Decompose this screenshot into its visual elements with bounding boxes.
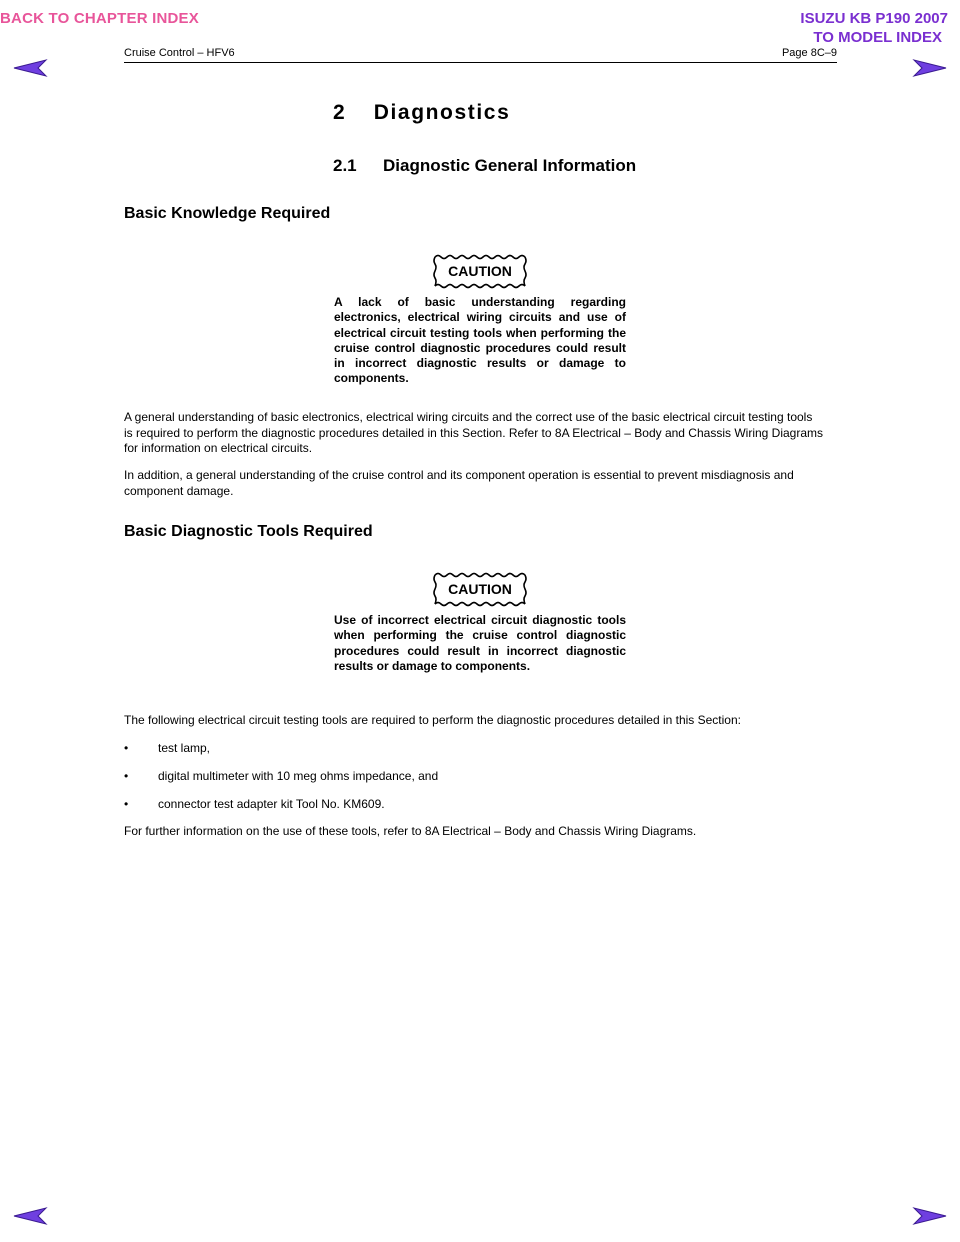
paragraph-tools-closing: For further information on the use of these tools, refer to 8A Electrical – Body and Chassis Wiring Diagrams. [124, 824, 697, 838]
caution-box-2 [432, 572, 528, 608]
paragraph-knowledge-1: A general understanding of basic electronics, electrical wiring circuits and the correct use of the basic electrical circuit testing tools is required to perform the diagnostic procedures detailed in this Section. Refer to 8A Electrical – Body and Chassis Wiring Diagrams for information on electrical circuits. [124, 410, 824, 455]
previous-page-arrow-icon[interactable] [12, 1206, 48, 1226]
caution-text-1: A lack of basic understanding regarding electronics, electrical wiring circuits and use of electrical circuit testing tools when performing the cruise control diagnostic procedures could result in incorrect diagnostic results or damage to components. [334, 295, 626, 386]
list-item-text: digital multimeter with 10 meg ohms impedance, and [158, 769, 439, 783]
caution-label: CAUTION [448, 263, 512, 279]
section-heading [333, 101, 510, 125]
subsection-number: 2.1 [333, 156, 357, 175]
caution-text-2: Use of incorrect electrical circuit diagnostic tools when performing the cruise control diagnostic procedures could result in incorrect diagnostic results or damage to components. [334, 613, 626, 673]
basic-tools-heading: Basic Diagnostic Tools Required [124, 523, 373, 540]
bullet-icon: • [124, 741, 129, 755]
subsection-heading [333, 156, 636, 176]
list-item [124, 797, 385, 811]
back-to-chapter-index-link[interactable]: BACK TO CHAPTER INDEX [0, 10, 199, 27]
list-item-text: test lamp, [158, 741, 211, 755]
section-title: Diagnostics [373, 101, 511, 124]
bullet-icon: • [124, 769, 129, 783]
section-number: 2 [333, 101, 347, 124]
header-divider [124, 62, 837, 63]
bullet-icon: • [124, 797, 129, 811]
next-page-arrow-icon[interactable] [912, 58, 948, 78]
model-title-link[interactable]: ISUZU KB P190 2007 [800, 10, 948, 27]
caution-label: CAUTION [448, 581, 512, 597]
to-model-index-link[interactable]: TO MODEL INDEX [813, 29, 942, 46]
previous-page-arrow-icon[interactable] [12, 58, 48, 78]
subsection-title: Diagnostic General Information [383, 156, 637, 175]
list-item-text: connector test adapter kit Tool No. KM609. [158, 797, 385, 811]
header-section-name: Cruise Control – HFV6 [124, 47, 235, 59]
caution-box-1 [432, 254, 528, 290]
header-page-number: Page 8C–9 [781, 47, 837, 59]
list-item [124, 741, 210, 755]
next-page-arrow-icon[interactable] [912, 1206, 948, 1226]
basic-knowledge-heading: Basic Knowledge Required [124, 205, 331, 222]
paragraph-tools-intro: The following electrical circuit testing tools are required to perform the diagnostic procedures detailed in this Section: [124, 713, 741, 727]
list-item [124, 769, 438, 783]
paragraph-knowledge-2: In addition, a general understanding of the cruise control and its component operation is essential to prevent misdiagnosis and component damage. [124, 468, 794, 498]
